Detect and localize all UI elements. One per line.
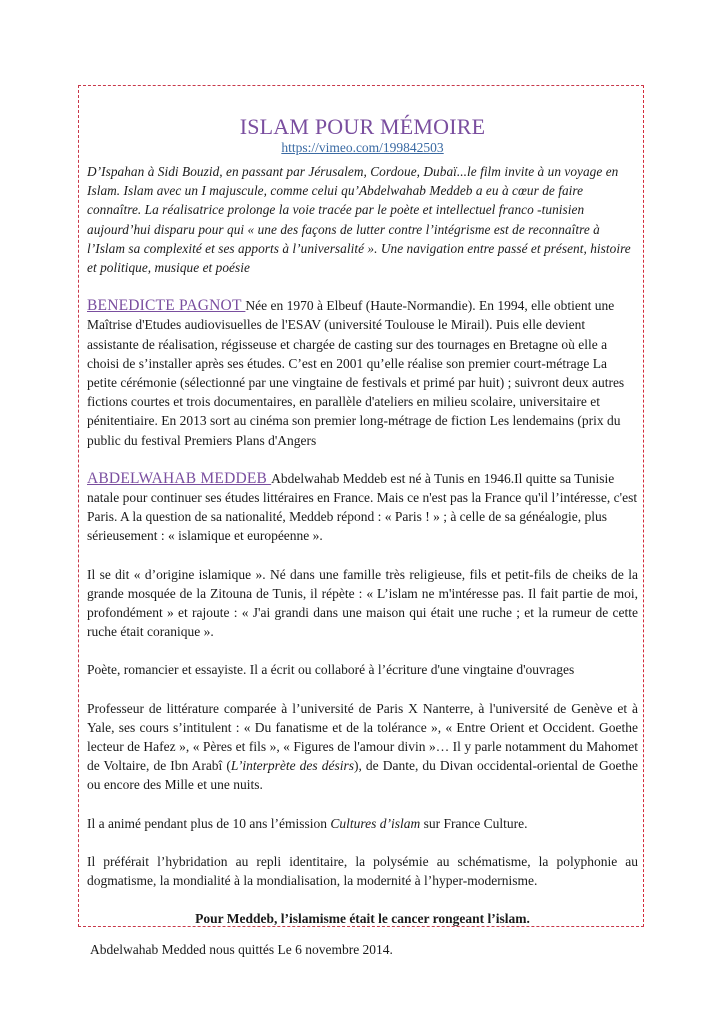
radio-show-title: Cultures d’islam: [330, 815, 421, 831]
radio-text-start: Il a animé pendant plus de 10 ans l’émission: [87, 815, 331, 831]
closing-line: Abdelwahab Medded nous quittés Le 6 novembre 2014.: [90, 942, 393, 958]
section-body-abdelwahab-meddeb: Abdelwahab Meddeb est né à Tunis en 1946.Il quitte sa Tunisie natale pour continuer ses études littéraires en France. Mais ce n'est pas la France qu'il l’intéresse, c'est Paris. A la question de sa nationalité, Meddeb répond : « Paris ! » ; à celle de sa généalogie, plus sérieusement : « islamique et européenne ».: [87, 470, 638, 544]
vimeo-link[interactable]: https://vimeo.com/199842503: [281, 140, 444, 155]
section-heading-benedicte-pagnot: BENEDICTE PAGNOT: [87, 297, 246, 315]
intro-paragraph: D’Ispahan à Sidi Bouzid, en passant par Jérusalem, Cordoue, Dubaï...le film invite à un voyage en Islam. Islam avec un I majuscule, comme celui qu’Abdelwahab Meddeb a eu à cœur de faire connaître. La réalisatrice prolonge la voie tracée par le poète et intellectuel franco -tunisien aujourd’hui disparu pour qui « une des façons de lutter contre l’intégrisme est de reconnaître à l’Islam sa complexité et ses apports à l’universalité ». Une navigation entre passé et présent, histoire et politique, musique et poésie: [87, 164, 631, 276]
professor-book-title: L’interprète des désirs: [230, 758, 354, 774]
professor-text-start: Professeur de littérature comparée à l’université de Paris X Nanterre, à l'université de Genève et à Yale, ses cours s’intitulent : « Du fanatisme et de la tolérance », « Entre Orient et Occident. Goethe lecteur de Hafez », « Pères et fils », « Figures de l'amour divin »… Il y parle notamment du Mahomet de Voltaire, de Ibn Arabî (: [87, 700, 638, 774]
section-abdelwahab-meddeb: [87, 469, 638, 546]
quote-bold: Pour Meddeb, l’islamisme était le cancer rongeant l’islam.: [195, 911, 530, 927]
paragraph-poet: Poète, romancier et essayiste. Il a écrit ou collaboré à l’écriture d'une vingtaine d'ouvrages: [87, 662, 575, 678]
paragraph-professor: [87, 699, 638, 795]
document-title: ISLAM POUR MÉMOIRE: [239, 114, 486, 139]
paragraph-radio: [87, 814, 638, 833]
paragraph-hybridation: Il préférait l’hybridation au repli identitaire, la polysémie au schématisme, la polyphonie au dogmatisme, la mondialité à la mondialisation, la modernité à l’hyper-modernisme.: [87, 853, 638, 889]
radio-text-end: sur France Culture.: [420, 815, 528, 831]
paragraph-origin: Il se dit « d’origine islamique ». Né dans une famille très religieuse, fils et petit-fils de cheiks de la grande mosquée de la Zitouna de Tunis, il répète : « L’islam ne m'intéresse pas. Il fait partie de moi, profondément » et rajoute : « J'ai grandi dans une maison qui était une ruche ; et la rumeur de cette ruche était coranique ».: [87, 566, 638, 640]
section-heading-abdelwahab-meddeb: ABDELWAHAB MEDDEB: [87, 469, 272, 487]
section-benedicte-pagnot: [87, 296, 638, 450]
section-body-benedicte-pagnot: Née en 1970 à Elbeuf (Haute-Normandie). En 1994, elle obtient une Maîtrise d'Etudes audiovisuelles de l'ESAV (université Toulouse le Mirail). Puis elle devient assistante de réalisation, régisseuse et chargée de casting sur des tournages en Bretagne où elle a choisi de s’installer après ses études. C’est en 2001 qu’elle réalise son premier court-métrage La petite cérémonie (sélectionné par une vingtaine de festivals et primé par huit) ; suivront deux autres fictions courtes et trois documentaires, en parallèle d'ateliers en milieu scolaire, universitaire et pénitentiaire. En 2013 sort au cinéma son premier long-métrage de fiction Les lendemains (prix du public du festival Premiers Plans d'Angers: [87, 298, 625, 448]
professor-text-end: ), de Dante, du Divan occidental-oriental de Goethe ou encore des Mille et une nuits.: [87, 758, 639, 793]
document-body: [87, 110, 638, 959]
